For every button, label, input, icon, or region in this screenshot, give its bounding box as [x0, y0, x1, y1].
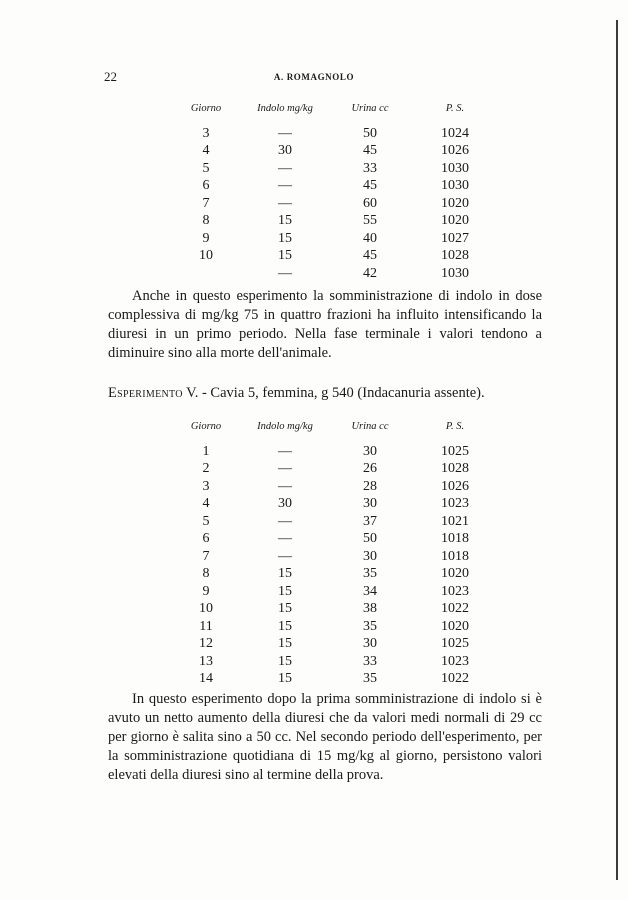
cell-giorno: 10 [199, 248, 213, 263]
table-row [172, 247, 500, 265]
cell-ps: 1022 [441, 601, 469, 616]
cell-urina: 45 [363, 178, 377, 193]
cell-urina: 42 [363, 265, 377, 281]
cell-indolo: 15 [278, 653, 292, 669]
column-header-urina: Urina cc [351, 421, 389, 432]
cell-urina: 50 [363, 125, 377, 141]
cell-indolo: 30 [278, 143, 292, 158]
column-header-ps: P. S. [445, 103, 465, 114]
cell-urina: 40 [363, 230, 377, 246]
cell-urina: 26 [363, 461, 377, 476]
table-row [172, 530, 500, 548]
column-header-indolo: Indolo mg/kg [257, 421, 313, 432]
table-row [172, 212, 500, 230]
running-head: A. ROMAGNOLO [273, 72, 355, 82]
table-experiment-iv [172, 100, 500, 282]
table-header-row [172, 418, 500, 443]
cell-urina: 35 [363, 618, 377, 634]
cell-ps: 1030 [441, 160, 469, 176]
cell-indolo: — [278, 443, 292, 459]
cell-urina: 50 [363, 531, 377, 546]
cell-urina: 35 [363, 671, 377, 686]
cell-giorno: 13 [199, 653, 213, 669]
cell-ps: 1023 [441, 496, 469, 511]
cell-giorno [172, 265, 240, 283]
table-row [172, 513, 500, 531]
cell-indolo: 15 [278, 671, 292, 686]
cell-urina: 55 [363, 213, 377, 228]
cell-indolo: — [278, 513, 292, 529]
cell-giorno: 8 [202, 213, 210, 228]
cell-ps: 1025 [441, 636, 469, 651]
cell-urina: 30 [363, 636, 377, 651]
cell-indolo: 15 [278, 230, 292, 246]
cell-giorno: 5 [202, 513, 210, 529]
cell-giorno: 14 [199, 671, 213, 686]
cell-giorno: 9 [202, 583, 210, 599]
cell-urina: 30 [363, 443, 377, 459]
cell-giorno: 8 [202, 566, 210, 581]
table-row [172, 265, 500, 283]
table-row [172, 600, 500, 618]
cell-indolo: — [278, 265, 292, 281]
cell-urina: 30 [363, 548, 377, 564]
cell-giorno: 1 [202, 443, 210, 459]
table-header-row [172, 100, 500, 125]
cell-indolo: 15 [278, 601, 292, 616]
table-row [172, 635, 500, 653]
table-row [172, 460, 500, 478]
cell-urina: 30 [363, 496, 377, 511]
column-header-giorno: Giorno [190, 421, 222, 432]
cell-ps: 1021 [441, 513, 469, 529]
cell-ps: 1020 [441, 213, 469, 228]
experiment-label: Esperimento [108, 385, 183, 401]
table-row [172, 565, 500, 583]
cell-indolo: — [278, 478, 292, 494]
cell-ps: 1028 [441, 461, 469, 476]
cell-urina: 38 [363, 601, 377, 616]
cell-giorno: 7 [202, 195, 210, 211]
cell-ps: 1026 [441, 143, 469, 158]
cell-ps: 1027 [441, 230, 469, 246]
cell-ps: 1018 [441, 548, 469, 564]
cell-ps: 1023 [441, 653, 469, 669]
cell-giorno: 9 [202, 230, 210, 246]
table-row [172, 177, 500, 195]
column-header-ps: P. S. [445, 421, 465, 432]
cell-urina: 28 [363, 478, 377, 494]
cell-indolo: 15 [278, 618, 292, 634]
cell-indolo: 30 [278, 496, 292, 511]
experiment-heading [108, 384, 548, 403]
cell-indolo: 15 [278, 583, 292, 599]
cell-giorno: 12 [199, 636, 213, 651]
cell-urina: 45 [363, 248, 377, 263]
cell-ps: 1025 [441, 443, 469, 459]
table-row [172, 653, 500, 671]
cell-ps: 1020 [441, 618, 469, 634]
cell-ps: 1028 [441, 248, 469, 263]
cell-ps: 1020 [441, 195, 469, 211]
cell-urina: 35 [363, 566, 377, 581]
cell-giorno: 4 [202, 143, 210, 158]
cell-indolo: 15 [278, 636, 292, 651]
cell-indolo: 15 [278, 566, 292, 581]
experiment-description: V. - Cavia 5, femmina, g 540 (Indacanuria assente). [182, 385, 485, 401]
table-row [172, 618, 500, 636]
cell-indolo: 15 [278, 213, 292, 228]
cell-ps: 1030 [441, 178, 469, 193]
cell-indolo: — [278, 178, 292, 193]
column-header-indolo: Indolo mg/kg [257, 103, 313, 114]
cell-ps: 1020 [441, 566, 469, 581]
cell-urina: 37 [363, 513, 377, 529]
cell-giorno: 3 [202, 125, 210, 141]
cell-urina: 33 [363, 160, 377, 176]
cell-indolo: — [278, 548, 292, 564]
table-row [172, 195, 500, 213]
table-row [172, 125, 500, 143]
paragraph-discussion-2: In questo esperimento dopo la prima somministrazione di indolo si è avuto un netto aumento della diuresi che da valori medi normali di 29 cc per giorno è salita sino a 50 cc. Nel secondo periodo dell'esperimento, per la somministrazione quotidiana di 15 mg/kg al giorno, persistono valori elevati della diuresi sino al termine della prova. [108, 691, 542, 783]
cell-indolo: — [278, 461, 292, 476]
cell-indolo: — [278, 195, 292, 211]
cell-ps: 1023 [441, 583, 469, 599]
table-experiment-v [172, 418, 500, 688]
cell-urina: 33 [363, 653, 377, 669]
page-number: 22 [104, 69, 117, 84]
cell-giorno: 6 [202, 531, 210, 546]
cell-urina: 34 [363, 583, 377, 599]
column-header-urina: Urina cc [351, 103, 389, 114]
cell-ps: 1026 [441, 478, 469, 494]
cell-ps: 1022 [441, 671, 469, 686]
cell-ps: 1030 [441, 265, 469, 281]
table-row [172, 670, 500, 688]
table-row [172, 583, 500, 601]
cell-indolo: — [278, 531, 292, 546]
cell-urina: 45 [363, 143, 377, 158]
table-row [172, 142, 500, 160]
cell-indolo: — [278, 160, 292, 176]
table-row [172, 478, 500, 496]
cell-indolo: — [278, 125, 292, 141]
paragraph-discussion-1: Anche in questo esperimento la somministrazione di indolo in dose complessiva di mg/kg 75 in quattro frazioni ha influito intensificando la diuresi in un primo periodo. Nella fase terminale i valori tendono a diminuire sino alla morte dell'animale. [108, 288, 542, 361]
cell-indolo: 15 [278, 248, 292, 263]
cell-giorno: 6 [202, 178, 210, 193]
cell-giorno: 5 [202, 160, 210, 176]
cell-urina: 60 [363, 195, 377, 211]
cell-giorno: 3 [202, 478, 210, 494]
cell-giorno: 7 [202, 548, 210, 564]
cell-giorno: 4 [202, 496, 210, 511]
page-edge-line [616, 20, 618, 880]
cell-giorno: 11 [199, 618, 213, 634]
cell-ps: 1018 [441, 531, 469, 546]
column-header-giorno: Giorno [190, 103, 222, 114]
cell-giorno: 10 [199, 601, 213, 616]
table-row [172, 443, 500, 461]
cell-ps: 1024 [441, 125, 469, 141]
table-row [172, 548, 500, 566]
table-row [172, 160, 500, 178]
table-row [172, 230, 500, 248]
cell-giorno: 2 [202, 461, 210, 476]
table-row [172, 495, 500, 513]
